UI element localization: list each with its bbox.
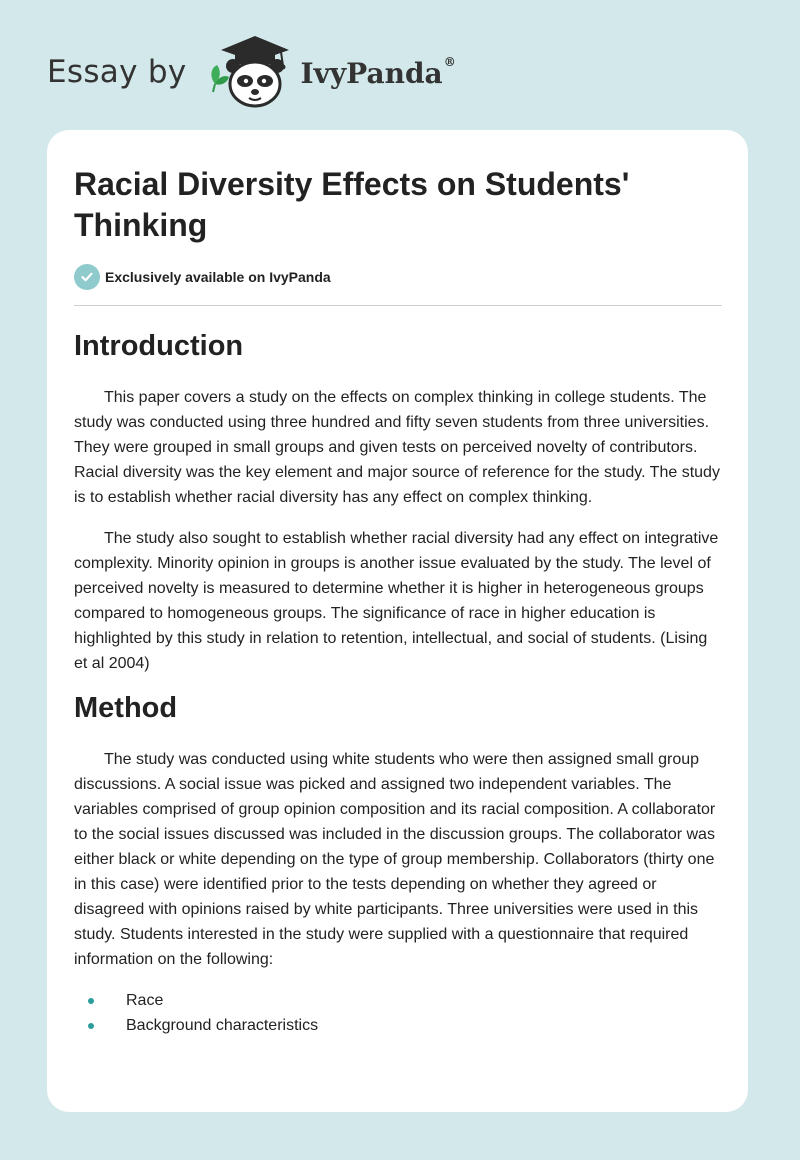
site-header xyxy=(47,32,456,112)
ivy-leaf-icon xyxy=(211,65,229,92)
brand-name[interactable]: IvyPanda® xyxy=(300,55,456,90)
bullet-dot-icon xyxy=(88,1023,94,1029)
paragraph: The study was conducted using white students who were then assigned small group discussions. A social issue was picked and assigned two independent variables. The variables comprised of group opinion composition and its racial composition. A collaborator to the social issues discussed was included in the discussion groups. The collaborator was either black or white depending on the type of group membership. Collaborators (thirty one in this case) were identified prior to the tests depending on whether they agreed or disagreed with opinions raised by white participants. Three universities were used in this study. Students interested in the study were supplied with a questionnaire that required information on the following: xyxy=(74,751,716,968)
section-heading-method: Method xyxy=(74,692,178,724)
essay-by-label: Essay by xyxy=(47,54,187,90)
list-item: Race xyxy=(74,988,722,1013)
section-heading-introduction: Introduction xyxy=(74,330,244,362)
paragraph: The study also sought to establish whether racial diversity had any effect on integrative complexity. Minority opinion in groups is another issue evaluated by the study. The level of perceived novelty is measured to determine whether it is higher in heterogeneous groups compared to homogeneous groups. The significance of race in higher education is highlighted by this study in relation to retention, intellectual, and social of students. (Lising et al 2004) xyxy=(74,530,719,672)
check-circle-icon xyxy=(74,264,100,290)
divider xyxy=(74,305,722,306)
essay-title: Racial Diversity Effects on Students' Thinking xyxy=(74,166,630,243)
registered-mark: ® xyxy=(443,55,456,70)
panda-graduation-cap-icon[interactable] xyxy=(201,32,297,112)
bullet-list xyxy=(74,988,722,1038)
exclusive-badge xyxy=(74,264,722,290)
bullet-dot-icon xyxy=(88,998,94,1004)
paragraph: This paper covers a study on the effects on complex thinking in college students. The study was conducted using three hundred and fifty seven students from three universities. They were grouped in small groups and given tests on perceived novelty of contributors. Racial diversity was the key element and major source of reference for the study. The study is to establish whether racial diversity has any effect on complex thinking. xyxy=(74,389,720,506)
essay-card xyxy=(47,130,748,1112)
list-item: Background characteristics xyxy=(74,1013,722,1038)
exclusive-badge-label: Exclusively available on IvyPanda xyxy=(105,269,331,285)
